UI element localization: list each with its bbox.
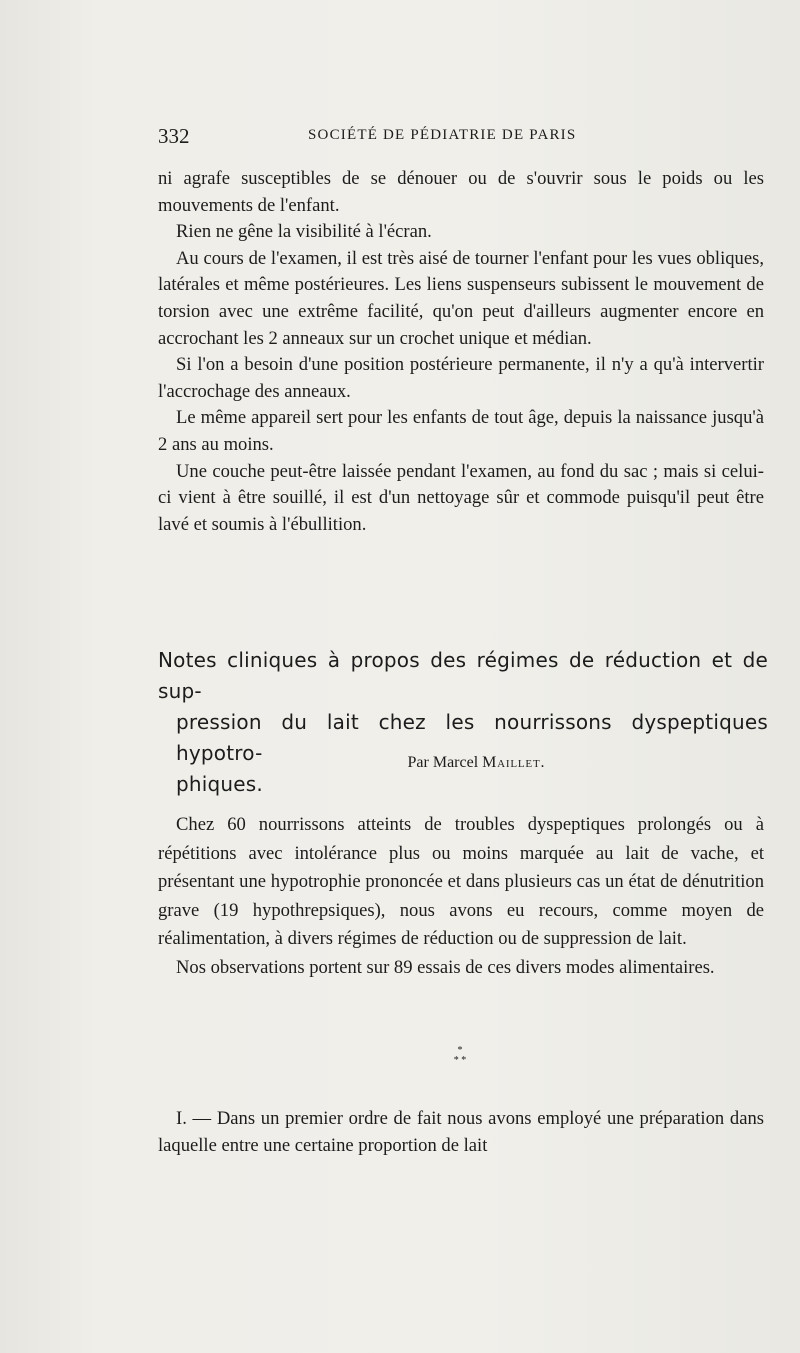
article-body xyxy=(158,811,764,983)
page-header xyxy=(158,124,764,152)
page-number: 332 xyxy=(158,124,190,148)
paragraph: I. — Dans un premier ordre de fait nous avons employé une préparation dans laquelle entre une certaine proportion de lait xyxy=(158,1108,764,1156)
byline-suffix: . xyxy=(540,754,545,771)
article-title-line: phiques. xyxy=(176,772,263,796)
article-title xyxy=(158,645,768,800)
continued-text xyxy=(158,166,764,538)
paragraph: ni agrafe susceptibles de se dénouer ou de s'ouvrir sous le poids ou les mouvements de l'enfant. xyxy=(158,168,764,216)
paragraph: Le même appareil sert pour les enfants de tout âge, depuis la naissance jusqu'à 2 ans au moins. xyxy=(158,407,764,455)
article-title-line: Notes cliniques à propos des régimes de réduction et de sup- xyxy=(158,648,768,703)
paragraph: Si l'on a besoin d'une position postérieure permanente, il n'y a qu'à intervertir l'accrochage des anneaux. xyxy=(158,354,764,402)
byline-author: Maillet xyxy=(482,754,541,771)
paragraph: Rien ne gêne la visibilité à l'écran. xyxy=(176,221,432,243)
asterism-bottom: * * xyxy=(453,1055,467,1066)
article-title-line: pression du lait chez les nourrissons dyspeptiques hypotro- xyxy=(176,710,768,765)
article-body-section xyxy=(158,1106,764,1159)
asterism-divider xyxy=(445,1046,475,1076)
article-byline xyxy=(158,754,764,772)
asterism-top: * xyxy=(457,1045,463,1056)
paragraph: Chez 60 nourrissons atteints de troubles dyspeptiques prolongés ou à répétitions avec intolérance plus ou moins marquée au lait de vache, et présentant une hypotrophie prononcée et dans plusieurs cas un état de dénutrition grave (19 hypothrepsiques), nous avons eu recours, comme moyen de réalimentation, à divers régimes de réduction ou de suppression de lait. xyxy=(158,814,764,950)
running-title: SOCIÉTÉ DE PÉDIATRIE DE PARIS xyxy=(308,127,577,143)
paragraph: Une couche peut-être laissée pendant l'examen, au fond du sac ; mais si celui-ci vient à être souillé, il est d'un nettoyage sûr et commode puisqu'il peut être lavé et soumis à l'ébullition. xyxy=(158,460,764,535)
byline-prefix: Par Marcel xyxy=(407,754,483,771)
paragraph: Nos observations portent sur 89 essais de ces divers modes alimentaires. xyxy=(176,956,715,978)
paragraph: Au cours de l'examen, il est très aisé de tourner l'enfant pour les vues obliques, latérales et même postérieures. Les liens suspenseurs subissent le mouvement de torsion avec une extrême facilité, qu'on peut d'ailleurs augmenter encore en accrochant les 2 anneaux sur un crochet unique et médian. xyxy=(158,247,764,349)
